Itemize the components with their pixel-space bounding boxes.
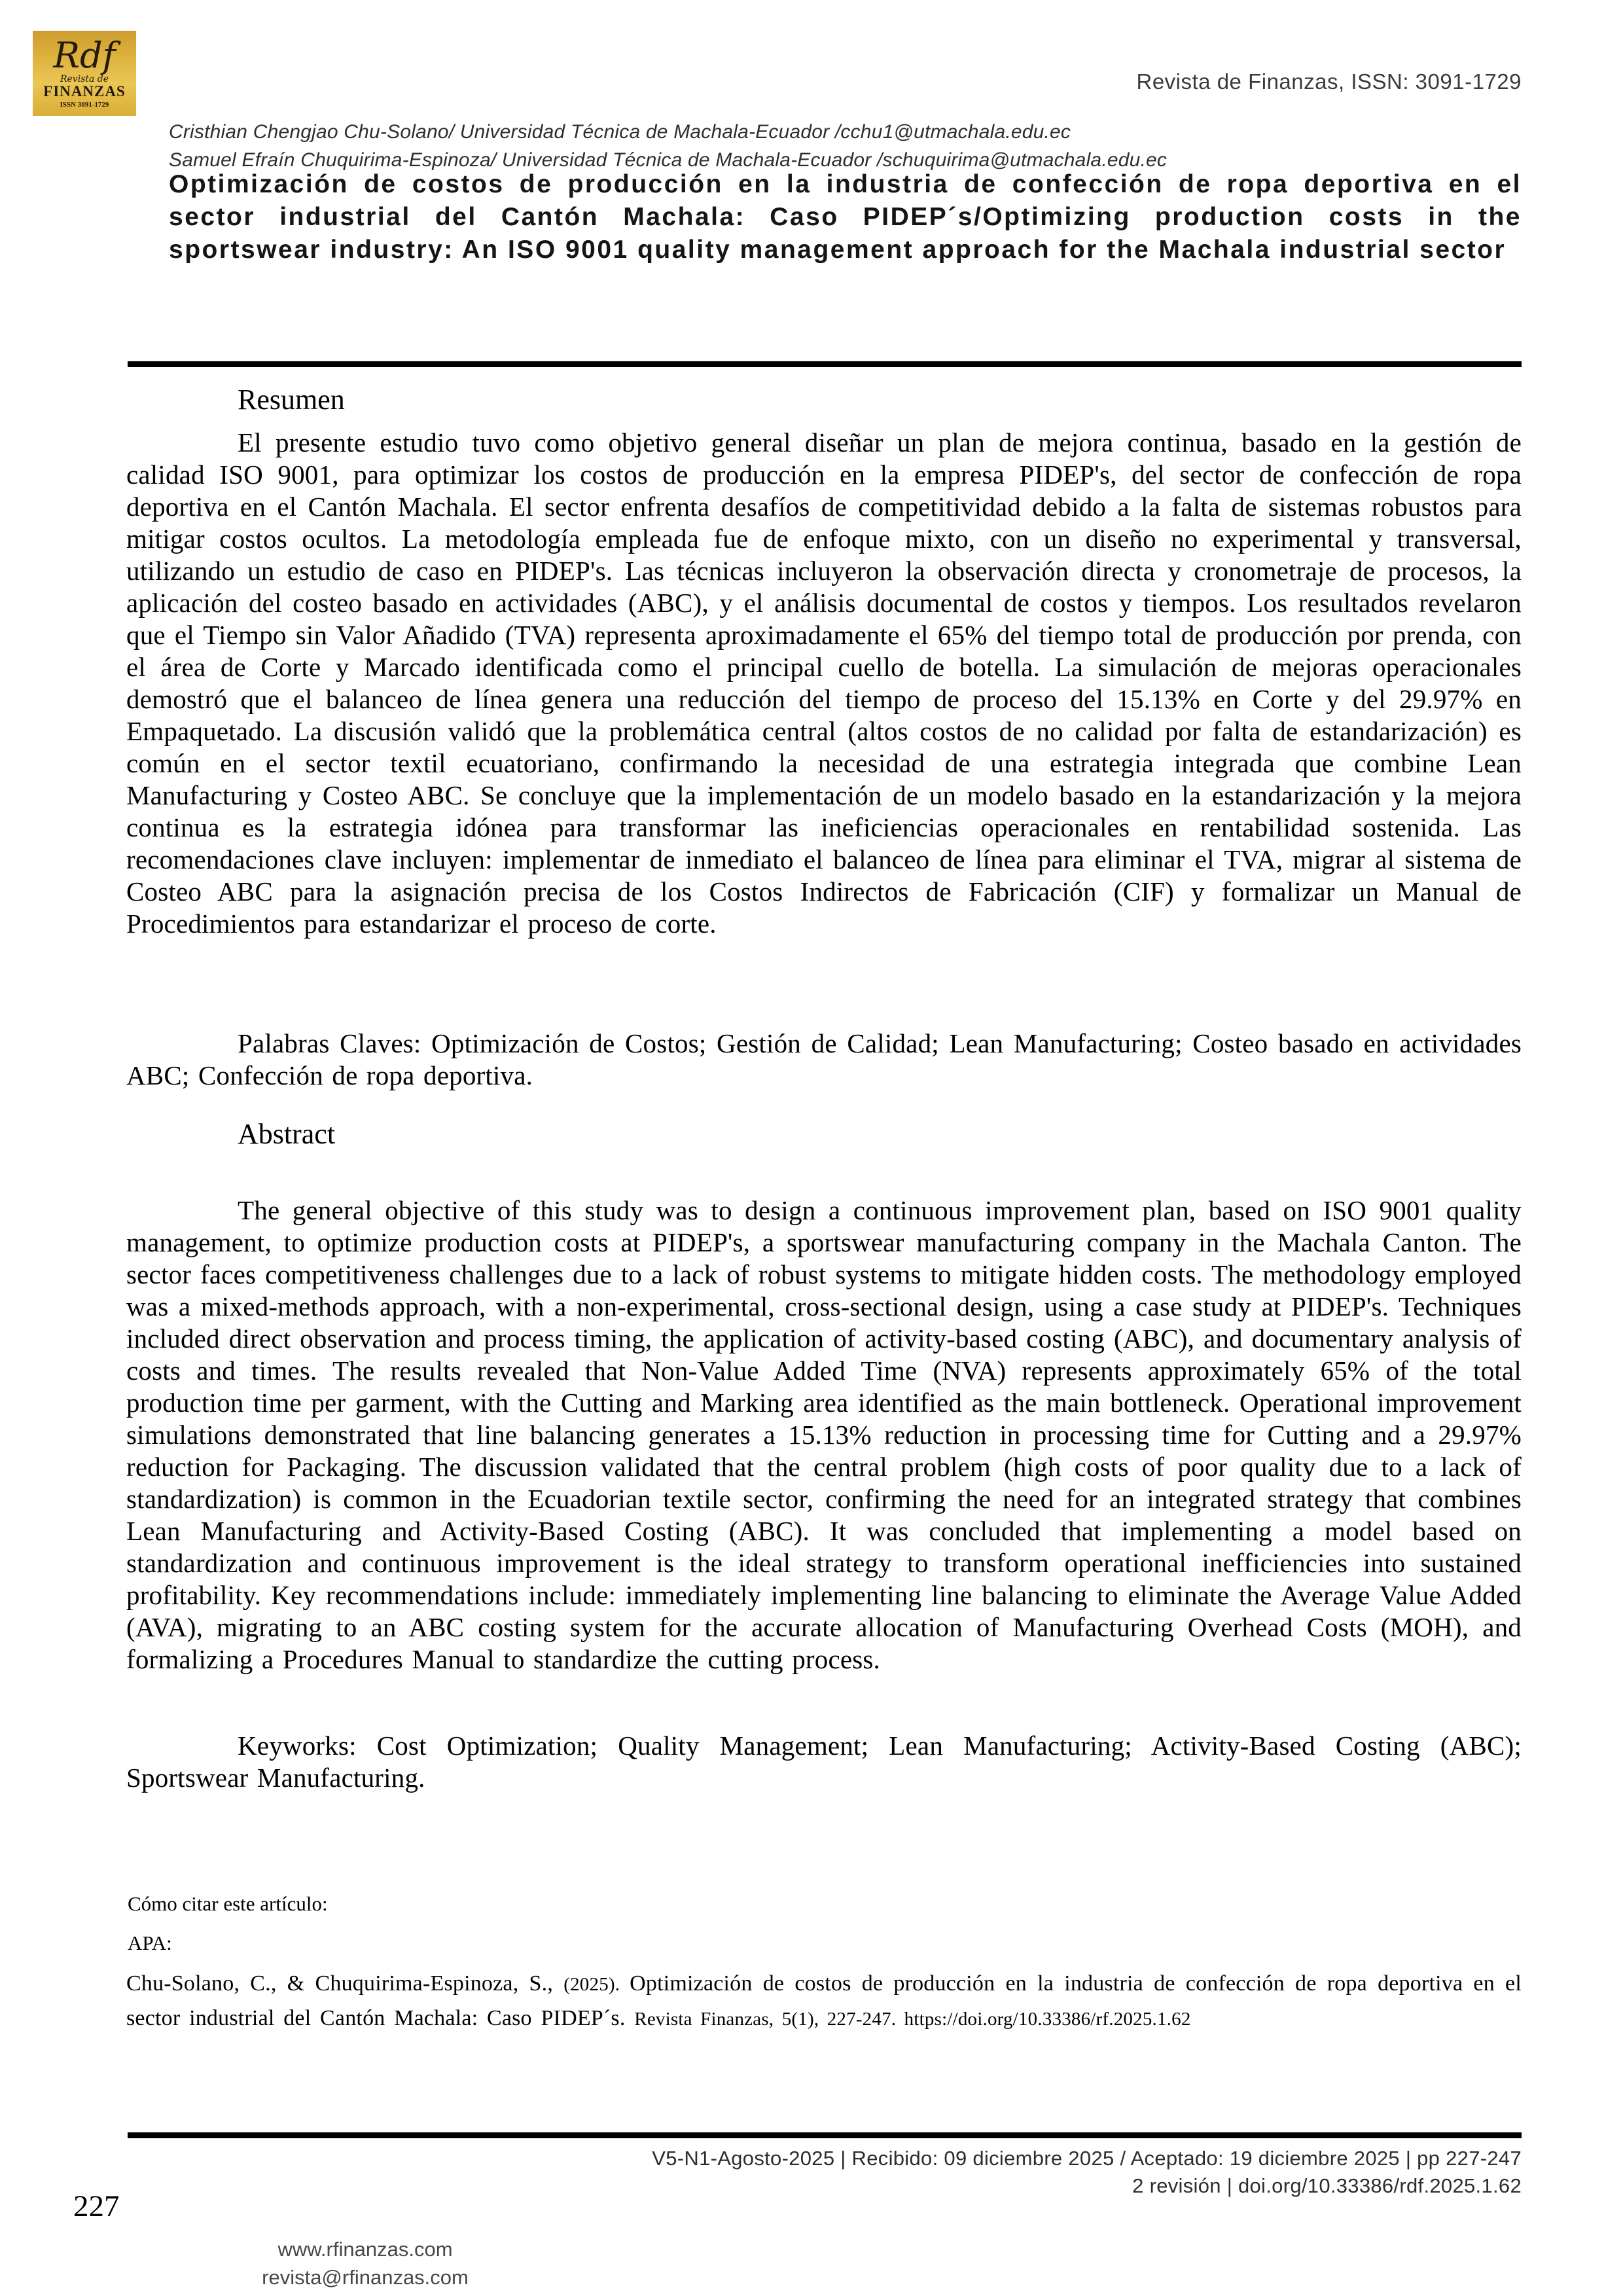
abstract-paragraph: The general objective of this study was to design a continuous improvement plan, based on ISO 9001 quality management, to optimize production costs at PIDEP's, a sportswear manufacturing company in the Machala Canton. The sector faces competitiveness challenges due to a lack of robust systems to mitigate hidden costs. The methodology employed was a mixed-methods approach, with a non-experimental, cross-sectional design, using a case study at PIDEP's. Techniques included direct observation and process timing, the application of activity-based costing (ABC), and documentary analysis of costs and times. The results revealed that Non-Value Added Time (NVA) represents approximately 65% of the total production time per garment, with the Cutting and Marking area identified as the main bottleneck. Operational improvement simulations demonstrated that line balancing generates a 15.13% reduction in processing time for Cutting and a 29.97% reduction for Packaging. The discussion validated that the central problem (high costs of poor quality due to a lack of standardization) is common in the Ecuadorian textile sector, confirming the need for an integrated strategy that combines Lean Manufacturing and Activity-Based Costing (ABC). It was concluded that implementing a model based on standardization and continuous improvement is the ideal strategy to transform operational inefficiencies into sustained profitability. Key recommendations include: immediately implementing line balancing to eliminate the Average Value Added (AVA), migrating to an ABC costing system for the accurate allocation of Manufacturing Overhead Costs (MOH), and formalizing a Procedures Manual to standardize the cutting process.: [126, 1195, 1522, 1674]
keyworks: Keyworks: Cost Optimization; Quality Management; Lean Manufacturing; Activity-Based Costing (ABC); Sportswear Manufacturing.: [126, 1731, 1522, 1793]
logo-issn: ISSN 3091-1729: [60, 101, 109, 109]
resumen-heading: Resumen: [238, 384, 345, 416]
logo-journal-name: FINANZAS: [43, 83, 126, 99]
author-line-1: Cristhian Chengjao Chu-Solano/ Universidad Técnica de Machala-Ecuador /cchu1@utmachala.edu.ec: [169, 121, 1071, 143]
top-divider-rule: [128, 361, 1522, 367]
journal-header: Revista de Finanzas, ISSN: 3091-1729: [1136, 69, 1522, 94]
author-line-2: Samuel Efraín Chuquirima-Espinoza/ Universidad Técnica de Machala-Ecuador /schuquirima@utmachala.edu.ec: [169, 149, 1168, 171]
resumen-paragraph: El presente estudio tuvo como objetivo general diseñar un plan de mejora continua, basado en la gestión de calidad ISO 9001, para optimizar los costos de producción en la empresa PIDEP's, del sector de confección de ropa deportiva en el Cantón Machala. El sector enfrenta desafíos de competitividad debido a la falta de sistemas robustos para mitigar costos ocultos. La metodología empleada fue de enfoque mixto, con un diseño no experimental y transversal, utilizando un estudio de caso en PIDEP's. Las técnicas incluyeron la observación directa y cronometraje de procesos, la aplicación del costeo basado en actividades (ABC), y el análisis documental de costos y tiempos. Los resultados revelaron que el Tiempo sin Valor Añadido (TVA) representa aproximadamente el 65% del tiempo total de producción por prenda, con el área de Corte y Marcado identificada como el principal cuello de botella. La simulación de mejoras operacionales demostró que el balanceo de línea genera una reducción del tiempo de proceso del 15.13% en Corte y del 29.97% en Empaquetado. La discusión validó que la problemática central (altos costos de no calidad por falta de estandarización) es común en el sector textil ecuatoriano, confirmando la necesidad de una estrategia integrada que combine Lean Manufacturing y Costeo ABC. Se concluye que la implementación de un modelo basado en la estandarización y la mejora continua es la estrategia idónea para transformar las ineficiencias operacionales en rentabilidad sostenida. Las recomendaciones clave incluyen: implementar de inmediato el balanceo de línea para eliminar el TVA, migrar al sistema de Costeo ABC para la asignación precisa de los Costos Indirectos de Fabricación (CIF) y formalizar un Manual de Procedimientos para estandarizar el proceso de corte.: [126, 427, 1522, 939]
citation-journal-doi[interactable]: Revista Finanzas, 5(1), 227-247. https://doi.org/10.33386/rf.2025.1.62: [634, 2009, 1191, 2030]
palabras-claves: Palabras Claves: Optimización de Costos; Gestión de Calidad; Lean Manufacturing; Costeo basado en actividades ABC; Confección de ropa deportiva.: [126, 1028, 1522, 1090]
footer-issue-info: V5-N1-Agosto-2025 | Recibido: 09 diciembre 2025 / Aceptado: 19 diciembre 2025 | pp 227-247: [652, 2147, 1522, 2170]
logo-monogram: Rdf: [53, 35, 116, 76]
citation-authors: Chu-Solano, C., & Chuquirima-Espinoza, S.,: [126, 1971, 564, 1996]
footer-divider-rule: [128, 2132, 1522, 2138]
article-title: Optimización de costos de producción en la industria de confección de ropa deportiva en el sector industrial del Cantón Machala: Caso PIDEP´s/Optimizing production costs in the sportswear industry: An ISO 9001 quality management approach for the Machala industrial sector: [169, 170, 1522, 264]
footer-doi[interactable]: 2 revisión | doi.org/10.33386/rdf.2025.1.62: [1132, 2174, 1522, 2197]
citation-title: Optimización de costos de producción en la industria de confección de ropa deportiva en el sector industrial del Cantón Machala: Caso PIDEP´s.: [126, 1971, 1522, 2030]
abstract-heading: Abstract: [238, 1118, 336, 1150]
footer-email[interactable]: revista@rfinanzas.com: [262, 2266, 469, 2289]
logo-script-line: Revista de: [60, 74, 109, 84]
author-block: [169, 118, 1522, 174]
footer-contact: [126, 2235, 604, 2291]
how-to-cite-label: Cómo citar este artículo:: [128, 1892, 328, 1915]
citation-year: (2025).: [563, 1974, 630, 1995]
page-number: 227: [73, 2189, 120, 2223]
journal-logo: [33, 31, 136, 116]
footer-website[interactable]: www.rfinanzas.com: [277, 2238, 453, 2261]
apa-citation: [126, 1967, 1522, 2036]
apa-label: APA:: [128, 1931, 172, 1954]
